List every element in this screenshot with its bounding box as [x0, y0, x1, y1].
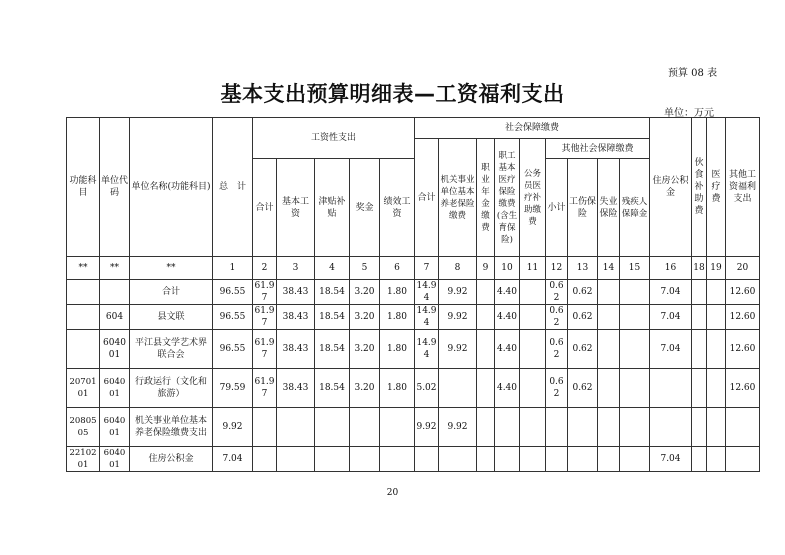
index-cell: **: [67, 257, 100, 280]
col-medical: 职工基本医疗保险缴费(含生育保险): [495, 139, 520, 257]
index-cell: 19: [707, 257, 726, 280]
cell-name: 县文联: [130, 305, 213, 330]
col-social-group: 社会保障缴费: [415, 118, 650, 139]
cell-basic: 38.43: [277, 369, 315, 408]
table-row-pension: [67, 408, 760, 447]
cell-pension: 9.92: [439, 330, 477, 369]
cell-other-welfare: 12.60: [726, 330, 760, 369]
col-bonus: 奖金: [350, 159, 380, 257]
table-row-wenlian: [67, 305, 760, 330]
cell-housing: 7.04: [650, 330, 692, 369]
index-cell: 2: [253, 257, 277, 280]
cell-allowance: [315, 447, 350, 472]
cell-code: 604: [100, 305, 130, 330]
cell-occupational: [477, 408, 495, 447]
index-cell: 10: [495, 257, 520, 280]
cell-injury: [568, 408, 598, 447]
cell-pension: 9.92: [439, 408, 477, 447]
col-unit-code: 单位代码: [100, 118, 130, 257]
cell-housing: [650, 408, 692, 447]
cell-other-welfare: [726, 408, 760, 447]
col-disabled: 残疾人保障金: [620, 159, 650, 257]
index-cell: 5: [350, 257, 380, 280]
cell-civil-medical: [520, 280, 546, 305]
cell-name: 机关事业单位基本养老保险缴费支出: [130, 408, 213, 447]
cell-func: 2070101: [67, 369, 100, 408]
cell-disabled: [620, 305, 650, 330]
col-civil-medical: 公务员医疗补助缴费: [520, 139, 546, 257]
cell-other-subtotal: 0.62: [546, 305, 568, 330]
index-cell: 4: [315, 257, 350, 280]
cell-basic: [277, 408, 315, 447]
index-cell: **: [130, 257, 213, 280]
cell-pension: [439, 447, 477, 472]
col-other-social-group: 其他社会保障缴费: [546, 139, 650, 159]
cell-bonus: 3.20: [350, 280, 380, 305]
cell-salary: 61.97: [253, 330, 277, 369]
cell-perf: [380, 447, 415, 472]
cell-other-subtotal: 0.62: [546, 369, 568, 408]
cell-allowance: 18.54: [315, 280, 350, 305]
cell-disabled: [620, 280, 650, 305]
cell-func: 2080505: [67, 408, 100, 447]
col-social-subtotal: 合计: [415, 139, 439, 257]
cell-civil-medical: [520, 369, 546, 408]
index-cell: 12: [546, 257, 568, 280]
cell-code: 604001: [100, 330, 130, 369]
cell-social: 9.92: [415, 408, 439, 447]
cell-housing: 7.04: [650, 305, 692, 330]
cell-medfee: [707, 369, 726, 408]
cell-code: 604001: [100, 369, 130, 408]
index-cell: 11: [520, 257, 546, 280]
cell-other-welfare: [726, 447, 760, 472]
index-cell: 18: [692, 257, 707, 280]
cell-civil-medical: [520, 330, 546, 369]
form-number: 预算 08 表: [668, 68, 718, 79]
col-unit-name: 单位名称(功能科目): [130, 118, 213, 257]
index-cell: 16: [650, 257, 692, 280]
cell-occupational: [477, 447, 495, 472]
cell-perf: 1.80: [380, 330, 415, 369]
cell-other-subtotal: 0.62: [546, 330, 568, 369]
cell-housing: 7.04: [650, 280, 692, 305]
cell-allowance: 18.54: [315, 305, 350, 330]
cell-disabled: [620, 330, 650, 369]
cell-total: 96.55: [213, 305, 253, 330]
cell-allowance: 18.54: [315, 369, 350, 408]
cell-func: [67, 280, 100, 305]
cell-bonus: 3.20: [350, 305, 380, 330]
index-cell: 9: [477, 257, 495, 280]
col-total: 总 计: [213, 118, 253, 257]
cell-social: 5.02: [415, 369, 439, 408]
cell-perf: 1.80: [380, 305, 415, 330]
cell-medfee: [707, 280, 726, 305]
cell-func: 2210201: [67, 447, 100, 472]
cell-salary: 61.97: [253, 369, 277, 408]
col-injury: 工伤保险: [568, 159, 598, 257]
cell-occupational: [477, 369, 495, 408]
cell-civil-medical: [520, 305, 546, 330]
cell-bonus: [350, 408, 380, 447]
page-number: 20: [386, 488, 399, 498]
cell-meal: [692, 305, 707, 330]
cell-name: 住房公积金: [130, 447, 213, 472]
cell-total: 9.92: [213, 408, 253, 447]
cell-salary: [253, 408, 277, 447]
col-performance: 绩效工资: [380, 159, 415, 257]
cell-meal: [692, 369, 707, 408]
index-row: [67, 257, 760, 280]
cell-other-subtotal: [546, 447, 568, 472]
cell-other-welfare: 12.60: [726, 305, 760, 330]
index-cell: 15: [620, 257, 650, 280]
table-row-housing: [67, 447, 760, 472]
col-allowance: 津贴补贴: [315, 159, 350, 257]
cell-medical: 4.40: [495, 305, 520, 330]
cell-unemployment: [598, 330, 620, 369]
cell-disabled: [620, 447, 650, 472]
col-basic-wage: 基本工资: [277, 159, 315, 257]
cell-other-subtotal: 0.62: [546, 280, 568, 305]
cell-meal: [692, 330, 707, 369]
cell-func: [67, 330, 100, 369]
cell-unemployment: [598, 408, 620, 447]
col-salary-subtotal: 合计: [253, 159, 277, 257]
index-cell: **: [100, 257, 130, 280]
cell-perf: 1.80: [380, 369, 415, 408]
col-occupational: 职业年金缴费: [477, 139, 495, 257]
cell-medical: 4.40: [495, 330, 520, 369]
cell-medical: 4.40: [495, 280, 520, 305]
cell-total: 7.04: [213, 447, 253, 472]
cell-pension: 9.92: [439, 280, 477, 305]
index-cell: 14: [598, 257, 620, 280]
table-row-total: [67, 280, 760, 305]
cell-housing: 7.04: [650, 447, 692, 472]
cell-unemployment: [598, 280, 620, 305]
cell-allowance: [315, 408, 350, 447]
cell-basic: 38.43: [277, 330, 315, 369]
col-other-subtotal: 小计: [546, 159, 568, 257]
cell-injury: 0.62: [568, 305, 598, 330]
cell-other-subtotal: [546, 408, 568, 447]
cell-name: 合计: [130, 280, 213, 305]
cell-housing: [650, 369, 692, 408]
cell-name: 平江县文学艺术界联合会: [130, 330, 213, 369]
cell-pension: 9.92: [439, 305, 477, 330]
page-title: 基本支出预算明细表—工资福利支出: [220, 82, 565, 106]
cell-medical: 4.40: [495, 369, 520, 408]
cell-total: 96.55: [213, 330, 253, 369]
header-row-1: [67, 118, 760, 139]
cell-disabled: [620, 408, 650, 447]
cell-total: 96.55: [213, 280, 253, 305]
index-cell: 1: [213, 257, 253, 280]
table-row-unit: [67, 330, 760, 369]
cell-occupational: [477, 305, 495, 330]
cell-salary: 61.97: [254, 306, 275, 328]
cell-social: [415, 447, 439, 472]
cell-civil-medical: [520, 408, 546, 447]
cell-medfee: [707, 447, 726, 472]
cell-bonus: 3.20: [350, 369, 380, 408]
cell-code: 604001: [100, 447, 130, 472]
cell-name: 行政运行（文化和旅游）: [130, 369, 213, 408]
cell-disabled: [620, 369, 650, 408]
cell-social: 14.94: [415, 330, 439, 369]
index-cell: 13: [568, 257, 598, 280]
cell-medical: [495, 447, 520, 472]
cell-meal: [692, 447, 707, 472]
cell-unemployment: [598, 447, 620, 472]
cell-other-welfare: 12.60: [726, 280, 760, 305]
cell-pension: [439, 369, 477, 408]
col-func-subject: 功能科目: [67, 118, 100, 257]
cell-bonus: [350, 447, 380, 472]
cell-injury: 0.62: [568, 280, 598, 305]
cell-medfee: [707, 305, 726, 330]
cell-basic: 38.43: [277, 305, 315, 330]
cell-salary: 61.97: [254, 281, 275, 303]
index-cell: 6: [380, 257, 415, 280]
unit-label: 单位：万元: [664, 108, 714, 119]
cell-func: [67, 305, 100, 330]
col-medical-fee: 医疗费: [707, 118, 726, 257]
cell-unemployment: [598, 369, 620, 408]
cell-medfee: [707, 330, 726, 369]
cell-injury: 0.62: [568, 330, 598, 369]
budget-table: [66, 117, 760, 472]
cell-occupational: [477, 280, 495, 305]
cell-bonus: 3.20: [350, 330, 380, 369]
cell-basic: 38.43: [277, 280, 315, 305]
index-cell: 8: [439, 257, 477, 280]
cell-civil-medical: [520, 447, 546, 472]
cell-medical: [495, 408, 520, 447]
cell-meal: [692, 280, 707, 305]
cell-injury: [568, 447, 598, 472]
cell-medfee: [707, 408, 726, 447]
cell-code: 604001: [100, 408, 130, 447]
cell-other-welfare: 12.60: [726, 369, 760, 408]
col-pension-basic: 机关事业单位基本养老保险缴费: [439, 139, 477, 257]
cell-social: 14.94: [416, 306, 437, 328]
cell-code: [100, 280, 130, 305]
cell-basic: [277, 447, 315, 472]
cell-salary: [253, 447, 277, 472]
col-unemployment: 失业保险: [598, 159, 620, 257]
cell-total: 79.59: [213, 369, 253, 408]
index-cell: 3: [277, 257, 315, 280]
cell-occupational: [477, 330, 495, 369]
col-other-welfare: 其他工资福利支出: [726, 118, 760, 257]
col-housing-fund: 住房公积金: [650, 118, 692, 257]
col-salary-group: 工资性支出: [253, 118, 415, 159]
cell-meal: [692, 408, 707, 447]
index-cell: 7: [415, 257, 439, 280]
cell-allowance: 18.54: [315, 330, 350, 369]
table-row-admin: [67, 369, 760, 408]
col-meal-subsidy: 伙食补助费: [692, 118, 707, 257]
index-cell: 20: [726, 257, 760, 280]
cell-social: 14.94: [416, 281, 437, 303]
cell-perf: 1.80: [380, 280, 415, 305]
cell-injury: 0.62: [568, 369, 598, 408]
cell-unemployment: [598, 305, 620, 330]
cell-perf: [380, 408, 415, 447]
